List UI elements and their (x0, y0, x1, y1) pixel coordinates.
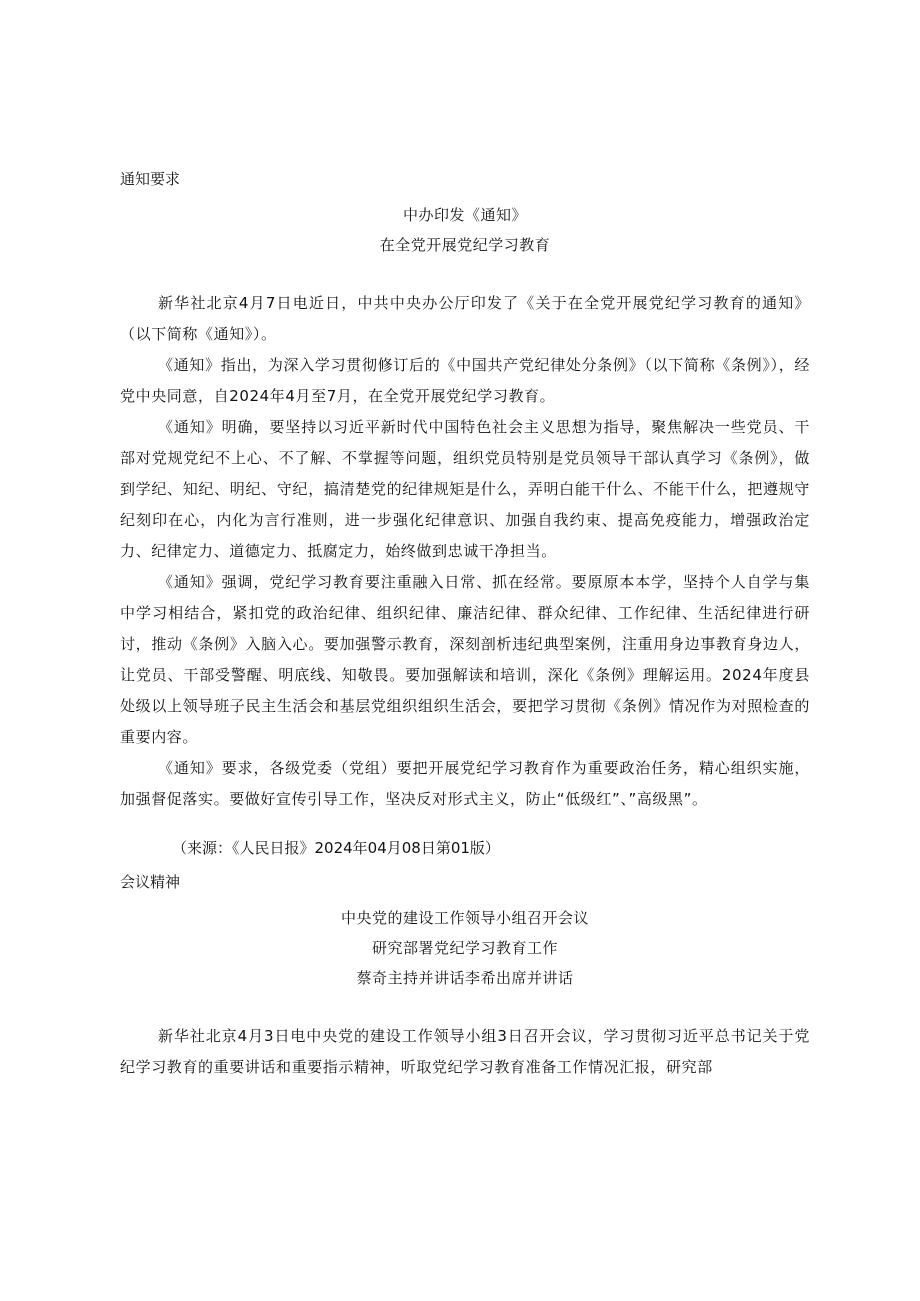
section-label-meeting: 会议精神 (120, 873, 181, 891)
paragraph: 《通知》明确，要坚持以习近平新时代中国特色社会主义思想为指导，聚焦解决一些党员、干部对党规党纪不上心、不了解、不掌握等问题，组织党员特别是党员领导干部认真学习《条例》，做到学纪、知纪、明纪、守纪，搞清楚党的纪律规矩是什么，弄明白能干什么、不能干什么，把遵规守纪刻印在心，内化为言行准则，进一步强化纪律意识、加强自我约束、提高免疫能力，增强政治定力、纪律定力、道德定力、抵腐定力，始终做到忠诚干净担当。 (120, 418, 810, 560)
headline-line-1: 中央党的建设工作领导小组召开会议 (340, 909, 589, 927)
headline-line-3: 蔡奇主持并讲话李希出席并讲话 (356, 969, 574, 987)
document-page (120, 166, 810, 1083)
headline-line-1: 中办印发《通知》 (402, 206, 527, 224)
paragraph: 《通知》强调，党纪学习教育要注重融入日常、抓在经常。要原原本本学，坚持个人自学与集中学习相结合，紧扣党的政治纪律、组织纪律、廉洁纪律、群众纪律、工作纪律、生活纪律进行研讨，推动《条例》入脑入心。要加强警示教育，深刻剖析违纪典型案例，注重用身边事教育身边人，让党员、干部受警醒、明底线、知敬畏。要加强解读和培训，深化《条例》理解运用。2024年度县处级以上领导班子民主生活会和基层党组织组织生活会，要把学习贯彻《条例》情况作为对照检查的重要内容。 (120, 573, 810, 746)
paragraph: 新华社北京4月3日电中央党的建设工作领导小组3日召开会议，学习贯彻习近平总书记关于党纪学习教育的重要讲话和重要指示精神，听取党纪学习教育准备工作情况汇报，研究部 (120, 1027, 810, 1076)
section-label-notice: 通知要求 (120, 170, 181, 188)
paragraph: 《通知》指出，为深入学习贯彻修订后的《中国共产党纪律处分条例》（以下简称《条例》），经党中央同意，自2024年4月至7月，在全党开展党纪学习教育。 (120, 356, 810, 405)
paragraph: 《通知》要求，各级党委（党组）要把开展党纪学习教育作为重要政治任务，精心组织实施，加强督促落实。要做好宣传引导工作，坚决反对形式主义，防止“低级红”、”高级黑”。 (120, 759, 810, 808)
headline-line-2: 研究部署党纪学习教育工作 (371, 939, 558, 957)
headline-line-2: 在全党开展党纪学习教育 (379, 236, 551, 254)
source-citation: （来源：《人民日报》2024年04月08日第01版） (172, 839, 500, 857)
paragraph: 新华社北京4月7日电近日，中共中央办公厅印发了《关于在全党开展党纪学习教育的通知》（以下简称《通知》）。 (120, 294, 810, 343)
